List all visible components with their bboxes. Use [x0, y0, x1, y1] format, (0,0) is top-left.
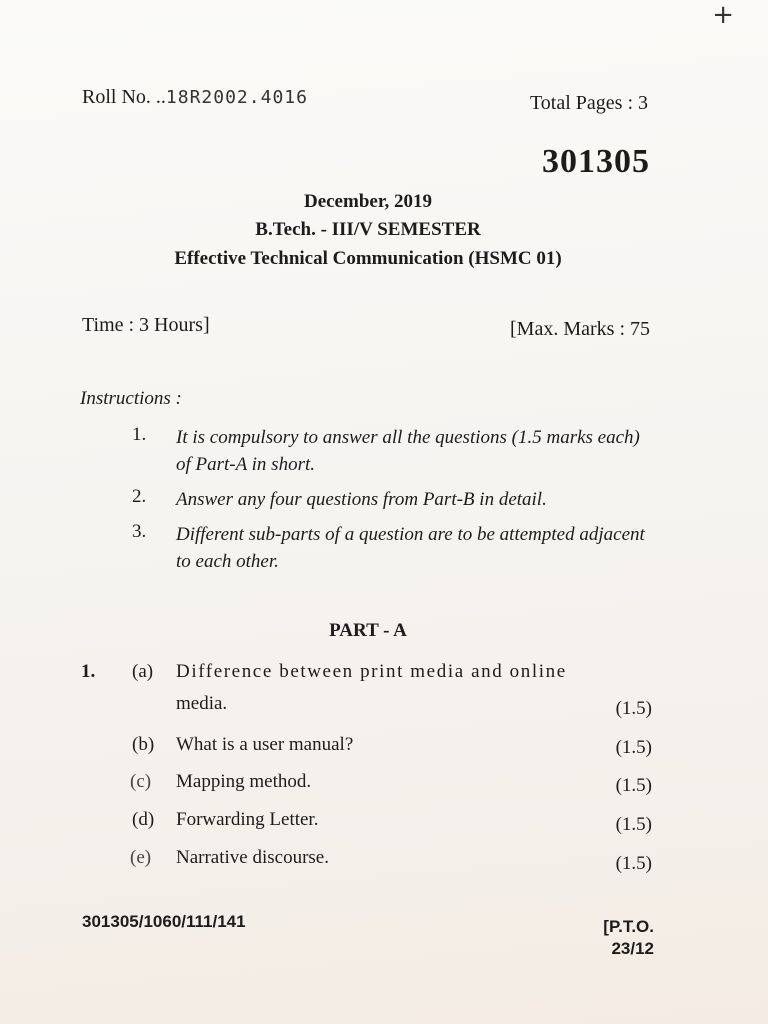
instruction-text: It is compulsory to answer all the questions (1.5 marks each) of Part-A in short.	[176, 427, 640, 475]
instruction-text: Answer any four questions from Part-B in detail.	[176, 489, 547, 510]
subquestion-marks: (1.5)	[615, 775, 652, 796]
part-a-heading: PART - A	[329, 620, 407, 641]
subquestion-marks: (1.5)	[615, 737, 652, 758]
exam-time: Time : 3 Hours]	[82, 314, 210, 336]
pto-text: [P.T.O.	[603, 917, 654, 936]
exam-date: December, 2019	[303, 191, 433, 212]
subquestion-text: What is a user manual?	[176, 734, 354, 755]
subquestion-label: (c)	[130, 771, 152, 792]
subquestion-marks: (1.5)	[615, 853, 652, 874]
roll-number	[82, 86, 308, 109]
subquestion-label: (e)	[130, 847, 152, 868]
instruction-number: 1.	[132, 424, 147, 445]
max-marks: [Max. Marks : 75	[510, 318, 650, 340]
total-pages: Total Pages : 3	[529, 92, 648, 114]
exam-semester: B.Tech. - III/V SEMESTER	[255, 219, 481, 240]
instructions-heading: Instructions :	[80, 388, 182, 409]
subquestion-text: Narrative discourse.	[176, 847, 329, 868]
exam-subject: Effective Technical Communication (HSMC 01)	[174, 248, 562, 269]
roll-label: Roll No. ..	[82, 86, 166, 108]
pto-block	[603, 916, 654, 960]
instruction-number: 2.	[132, 486, 147, 507]
subquestion-marks: (1.5)	[615, 698, 652, 719]
subquestion-text: Difference between print media and online	[176, 661, 567, 682]
corner-mark: +	[712, 0, 734, 30]
subquestion-label: (b)	[132, 734, 155, 755]
subquestion-label: (a)	[132, 661, 154, 682]
instruction-number: 3.	[132, 521, 147, 542]
roll-value: 18R2002.4016	[165, 87, 308, 108]
subquestion-text: Mapping method.	[176, 771, 312, 792]
subquestion-text: Forwarding Letter.	[176, 809, 319, 830]
subquestion-label: (d)	[132, 809, 155, 830]
paper-code: 301305	[542, 143, 650, 180]
subquestion-marks: (1.5)	[615, 814, 652, 835]
footer-code: 301305/1060/111/141	[82, 912, 246, 931]
footer-date-code: 23/12	[611, 939, 654, 958]
question-number: 1.	[81, 661, 96, 682]
subquestion-text-continued: media.	[176, 693, 228, 714]
instruction-text: Different sub-parts of a question are to be attempted adjacent to each other.	[176, 524, 645, 572]
